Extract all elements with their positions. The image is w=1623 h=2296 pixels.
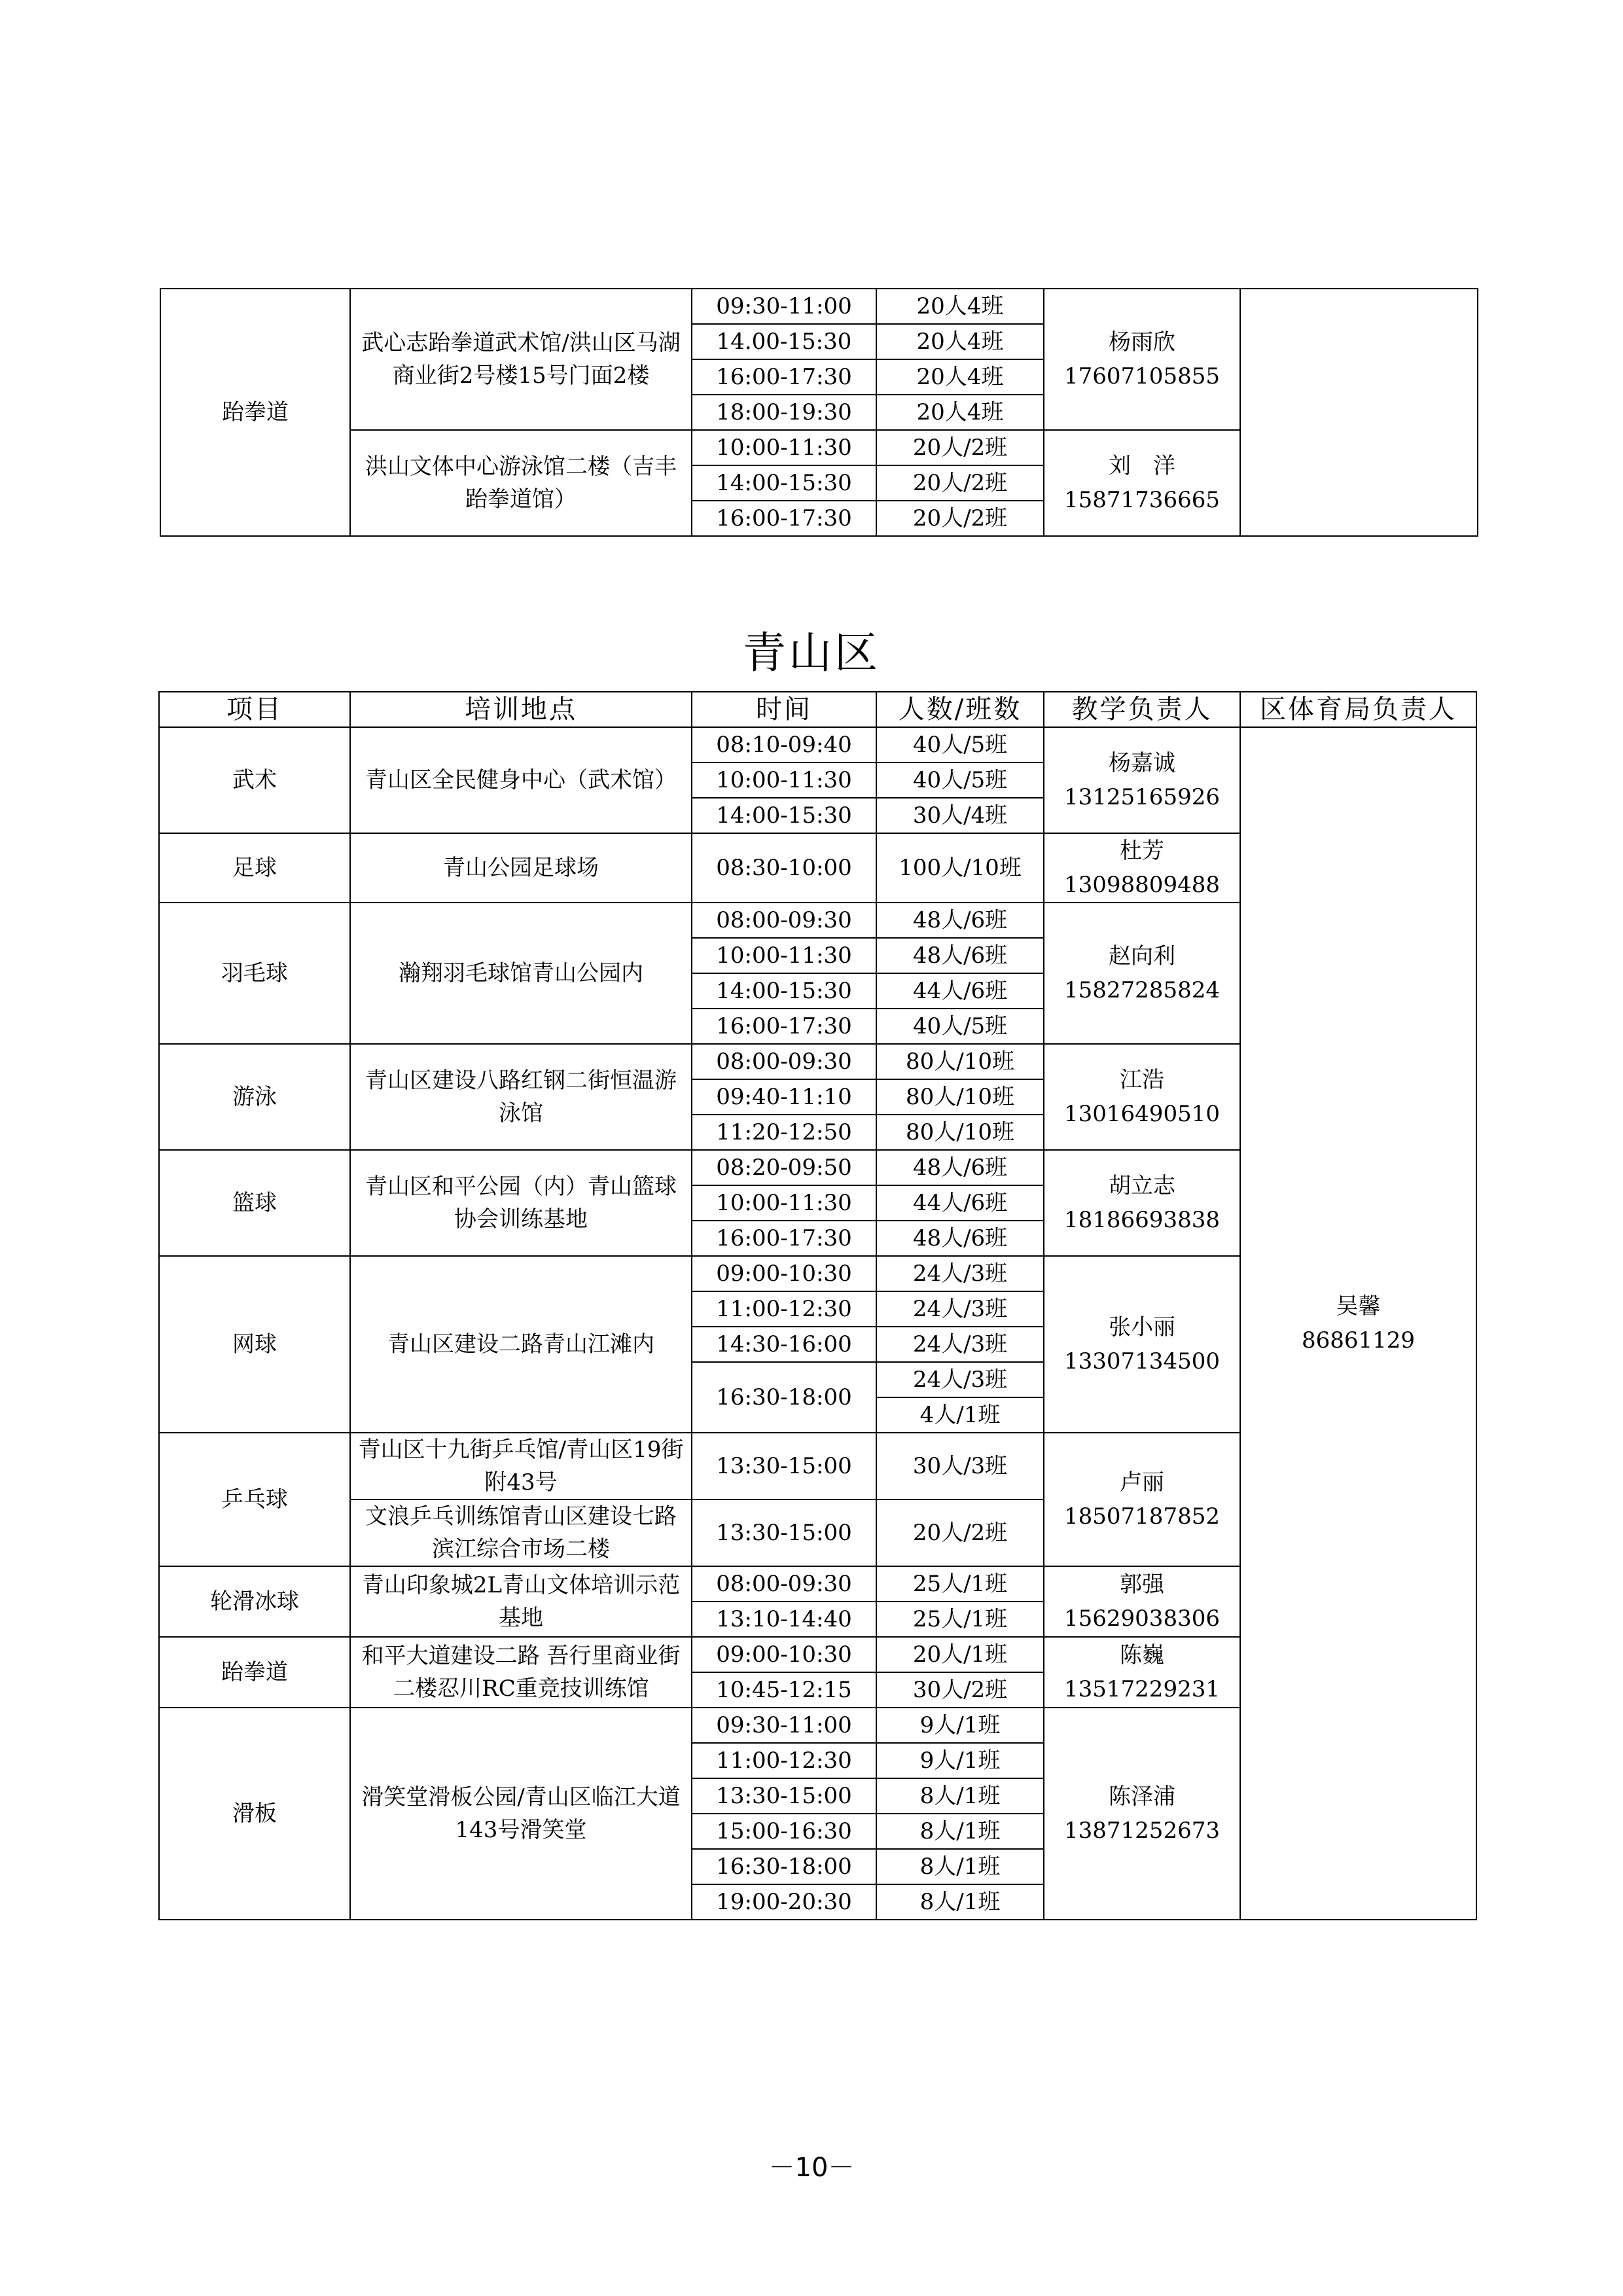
coach-name: 卢丽 — [1120, 1469, 1164, 1496]
coach-cell — [1044, 430, 1240, 536]
bureau-cell — [1240, 289, 1478, 536]
size-cell: 20人/2班 — [876, 430, 1044, 465]
location-cell: 滑笑堂滑板公园/青山区临江大道143号滑笑堂 — [350, 1708, 692, 1920]
coach-phone: 18507187852 — [1064, 1503, 1220, 1530]
coach-cell — [1044, 1637, 1240, 1708]
location-cell: 瀚翔羽毛球馆青山公园内 — [350, 903, 692, 1044]
coach-cell — [1044, 289, 1240, 430]
size-cell: 100人/10班 — [876, 833, 1044, 903]
time-cell: 09:30-11:00 — [692, 1708, 876, 1743]
location-cell: 洪山文体中心游泳馆二楼（吉丰跆拳道馆） — [350, 430, 692, 536]
time-cell: 14:00-15:30 — [692, 798, 876, 833]
time-cell: 09:40-11:10 — [692, 1079, 876, 1115]
header-location: 培训地点 — [350, 692, 692, 727]
sport-cell: 滑板 — [159, 1708, 350, 1920]
location-cell: 文浪乒乓训练馆青山区建设七路滨江综合市场二楼 — [350, 1499, 692, 1566]
size-cell: 24人/3班 — [876, 1291, 1044, 1327]
size-cell: 48人/6班 — [876, 903, 1044, 938]
coach-cell — [1044, 1150, 1240, 1256]
location-cell: 青山区十九街乒乓馆/青山区19街附43号 — [350, 1433, 692, 1499]
size-cell: 48人/6班 — [876, 1221, 1044, 1256]
sport-cell: 足球 — [159, 833, 350, 903]
size-cell: 20人/1班 — [876, 1637, 1044, 1672]
size-cell: 20人/2班 — [876, 465, 1044, 501]
location-cell: 武心志跆拳道武术馆/洪山区马湖商业街2号楼15号门面2楼 — [350, 289, 692, 430]
time-cell: 16:00-17:30 — [692, 501, 876, 536]
coach-phone: 13307134500 — [1064, 1348, 1220, 1374]
sport-cell: 羽毛球 — [159, 903, 350, 1044]
size-cell: 8人/1班 — [876, 1778, 1044, 1814]
sport-cell: 篮球 — [159, 1150, 350, 1256]
coach-cell — [1044, 1708, 1240, 1920]
coach-phone: 15827285824 — [1064, 977, 1220, 1003]
header-size: 人数/班数 — [876, 692, 1044, 727]
size-cell: 44人/6班 — [876, 973, 1044, 1009]
time-cell: 14:30-16:00 — [692, 1327, 876, 1362]
coach-name: 胡立志 — [1109, 1173, 1175, 1199]
coach-phone: 15871736665 — [1064, 487, 1220, 513]
size-cell: 80人/10班 — [876, 1044, 1044, 1079]
time-cell: 13:30-15:00 — [692, 1499, 876, 1566]
coach-cell — [1044, 903, 1240, 1044]
sport-cell: 游泳 — [159, 1044, 350, 1150]
size-cell: 48人/6班 — [876, 1150, 1044, 1185]
size-cell: 24人/3班 — [876, 1362, 1044, 1397]
size-cell: 24人/3班 — [876, 1256, 1044, 1291]
bureau-cell — [1240, 727, 1476, 1920]
coach-cell — [1044, 1433, 1240, 1566]
header-bureau: 区体育局负责人 — [1240, 692, 1476, 727]
coach-phone: 17607105855 — [1064, 363, 1220, 389]
coach-name: 杜芳 — [1120, 838, 1164, 864]
size-cell: 40人/5班 — [876, 727, 1044, 762]
time-cell: 08:20-09:50 — [692, 1150, 876, 1185]
size-cell: 44人/6班 — [876, 1185, 1044, 1221]
coach-name: 杨嘉诚 — [1109, 750, 1175, 776]
size-cell: 40人/5班 — [876, 1009, 1044, 1044]
time-cell: 13:30-15:00 — [692, 1778, 876, 1814]
qingshan-schedule-table — [158, 691, 1477, 1920]
time-cell: 09:00-10:30 — [692, 1637, 876, 1672]
location-cell: 和平大道建设二路 吾行里商业街二楼忍川RC重竞技训练馆 — [350, 1637, 692, 1708]
time-cell: 16:30-18:00 — [692, 1362, 876, 1433]
time-cell: 11:00-12:30 — [692, 1743, 876, 1778]
coach-phone: 18186693838 — [1064, 1207, 1220, 1233]
coach-cell — [1044, 833, 1240, 903]
location-cell: 青山区建设八路红钢二街恒温游泳馆 — [350, 1044, 692, 1150]
district-title: 青山区 — [743, 628, 880, 678]
size-cell: 80人/10班 — [876, 1115, 1044, 1150]
bureau-phone: 86861129 — [1301, 1327, 1416, 1354]
size-cell: 9人/1班 — [876, 1743, 1044, 1778]
time-cell: 11:20-12:50 — [692, 1115, 876, 1150]
time-cell: 18:00-19:30 — [692, 395, 876, 430]
location-cell: 青山印象城2L青山文体培训示范基地 — [350, 1566, 692, 1637]
time-cell: 13:10-14:40 — [692, 1602, 876, 1637]
size-cell: 30人/2班 — [876, 1672, 1044, 1708]
time-cell: 08:00-09:30 — [692, 1044, 876, 1079]
time-cell: 13:30-15:00 — [692, 1433, 876, 1499]
size-cell: 4人/1班 — [876, 1397, 1044, 1433]
sport-cell: 跆拳道 — [159, 1637, 350, 1708]
time-cell: 10:00-11:30 — [692, 1185, 876, 1221]
size-cell: 40人/5班 — [876, 762, 1044, 798]
coach-name: 郭强 — [1120, 1571, 1164, 1598]
size-cell: 20人4班 — [876, 289, 1044, 324]
time-cell: 08:00-09:30 — [692, 1566, 876, 1602]
coach-phone: 13016490510 — [1064, 1101, 1220, 1127]
size-cell: 20人4班 — [876, 324, 1044, 359]
coach-name: 刘 洋 — [1109, 453, 1175, 479]
size-cell: 9人/1班 — [876, 1708, 1044, 1743]
size-cell: 25人/1班 — [876, 1602, 1044, 1637]
time-cell: 08:30-10:00 — [692, 833, 876, 903]
coach-phone: 13098809488 — [1064, 872, 1220, 898]
time-cell: 19:00-20:30 — [692, 1884, 876, 1920]
size-cell: 30人/4班 — [876, 798, 1044, 833]
size-cell: 20人4班 — [876, 395, 1044, 430]
sport-cell: 跆拳道 — [160, 289, 350, 536]
time-cell: 15:00-16:30 — [692, 1814, 876, 1849]
time-cell: 16:00-17:30 — [692, 359, 876, 395]
coach-name: 张小丽 — [1109, 1314, 1175, 1340]
time-cell: 10:00-11:30 — [692, 430, 876, 465]
time-cell: 08:10-09:40 — [692, 727, 876, 762]
header-sport: 项目 — [159, 692, 350, 727]
size-cell: 48人/6班 — [876, 938, 1044, 973]
sport-cell: 乒乓球 — [159, 1433, 350, 1566]
time-cell: 08:00-09:30 — [692, 903, 876, 938]
coach-cell — [1044, 1256, 1240, 1433]
time-cell: 16:30-18:00 — [692, 1849, 876, 1884]
header-time: 时间 — [692, 692, 876, 727]
time-cell: 09:00-10:30 — [692, 1256, 876, 1291]
time-cell: 09:30-11:00 — [692, 289, 876, 324]
table-row — [159, 727, 1476, 762]
size-cell: 80人/10班 — [876, 1079, 1044, 1115]
location-cell: 青山区和平公园（内）青山篮球协会训练基地 — [350, 1150, 692, 1256]
coach-cell — [1044, 727, 1240, 833]
header-coach: 教学负责人 — [1044, 692, 1240, 727]
time-cell: 14:00-15:30 — [692, 465, 876, 501]
time-cell: 14.00-15:30 — [692, 324, 876, 359]
size-cell: 8人/1班 — [876, 1884, 1044, 1920]
time-cell: 10:45-12:15 — [692, 1672, 876, 1708]
coach-phone: 13125165926 — [1064, 784, 1220, 810]
time-cell: 11:00-12:30 — [692, 1291, 876, 1327]
size-cell: 20人/2班 — [876, 1499, 1044, 1566]
size-cell: 20人4班 — [876, 359, 1044, 395]
coach-phone: 13517229231 — [1064, 1676, 1220, 1702]
coach-name: 陈巍 — [1120, 1642, 1164, 1668]
previous-district-table — [160, 288, 1478, 537]
time-cell: 16:00-17:30 — [692, 1009, 876, 1044]
time-cell: 10:00-11:30 — [692, 938, 876, 973]
size-cell: 8人/1班 — [876, 1814, 1044, 1849]
time-cell: 14:00-15:30 — [692, 973, 876, 1009]
size-cell: 30人/3班 — [876, 1433, 1044, 1499]
bureau-name: 吴馨 — [1336, 1293, 1381, 1319]
coach-phone: 13871252673 — [1064, 1818, 1220, 1844]
location-cell: 青山公园足球场 — [350, 833, 692, 903]
size-cell: 24人/3班 — [876, 1327, 1044, 1362]
coach-name: 江浩 — [1120, 1067, 1164, 1093]
coach-phone: 15629038306 — [1064, 1605, 1220, 1632]
coach-name: 杨雨欣 — [1109, 329, 1175, 355]
coach-cell — [1044, 1044, 1240, 1150]
time-cell: 10:00-11:30 — [692, 762, 876, 798]
coach-name: 赵向利 — [1109, 943, 1175, 969]
location-cell: 青山区建设二路青山江滩内 — [350, 1256, 692, 1433]
coach-cell — [1044, 1566, 1240, 1637]
coach-name: 陈泽浦 — [1109, 1784, 1175, 1810]
size-cell: 25人/1班 — [876, 1566, 1044, 1602]
sport-cell: 武术 — [159, 727, 350, 833]
size-cell: 8人/1班 — [876, 1849, 1044, 1884]
size-cell: 20人/2班 — [876, 501, 1044, 536]
page-number: －10－ — [768, 2153, 855, 2183]
sport-cell: 轮滑冰球 — [159, 1566, 350, 1637]
location-cell: 青山区全民健身中心（武术馆） — [350, 727, 692, 833]
time-cell: 16:00-17:30 — [692, 1221, 876, 1256]
sport-cell: 网球 — [159, 1256, 350, 1433]
